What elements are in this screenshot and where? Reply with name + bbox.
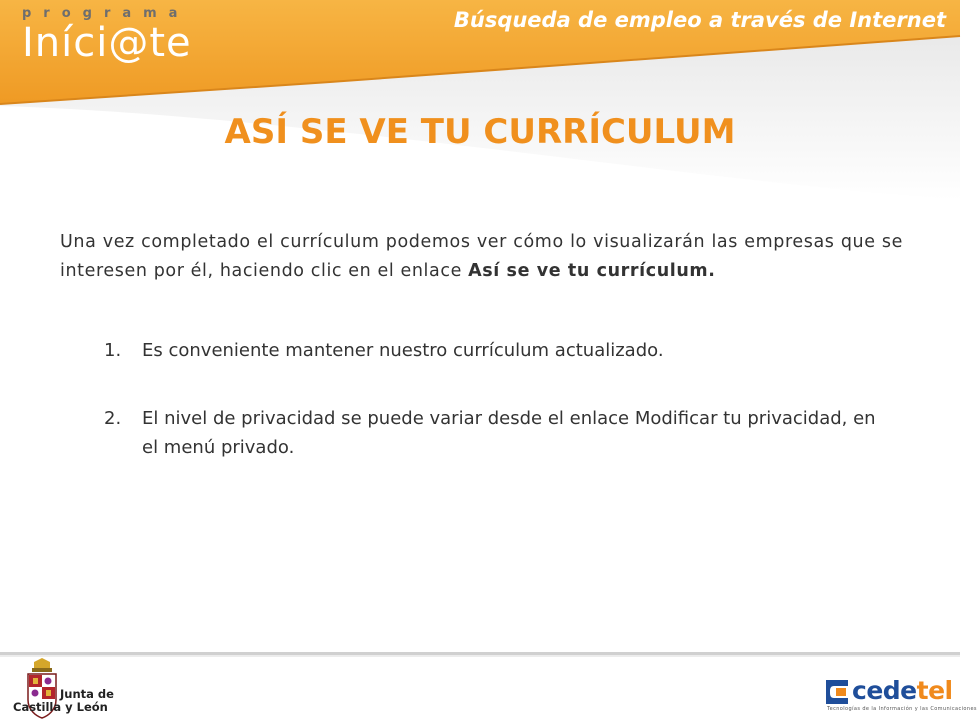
intro-paragraph [60, 228, 903, 286]
footer-divider-shadow [0, 655, 960, 657]
cedetel-wordmark [852, 676, 953, 706]
list-item [104, 336, 894, 365]
list-number: 1. [104, 340, 122, 361]
list-number: 2. [104, 408, 122, 429]
junta-line-2: Castilla y León [13, 700, 108, 714]
intro-end: . [708, 261, 716, 281]
cedetel-part-2: tel [916, 676, 953, 705]
brand-name: Iníci@te [22, 20, 192, 66]
list-text: Es conveniente mantener nuestro currículum actualizado. [142, 340, 664, 361]
course-title: Búsqueda de empleo a través de Internet [453, 8, 946, 32]
cedetel-tagline: Tecnologías de la Información y las Comunicaciones [827, 706, 977, 712]
junta-line-1: Junta de [60, 687, 114, 701]
junta-logo-text [13, 687, 114, 714]
intro-text: Una vez completado el currículum podemos ver cómo lo visualizarán las empresas que se interesen por él, haciendo clic en el enlace [60, 232, 903, 281]
brand-logo [22, 6, 192, 65]
slide-title: ASÍ SE VE TU CURRÍCULUM [224, 112, 736, 152]
list-text: El nivel de privacidad se puede variar desde el enlace Modificar tu privacidad, en el menú privado. [142, 408, 876, 458]
intro-link-name: Así se ve tu currículum [468, 261, 709, 281]
brand-subtitle: programa [22, 6, 190, 21]
list-item [104, 404, 894, 462]
cedetel-part-1: cede [852, 676, 917, 705]
